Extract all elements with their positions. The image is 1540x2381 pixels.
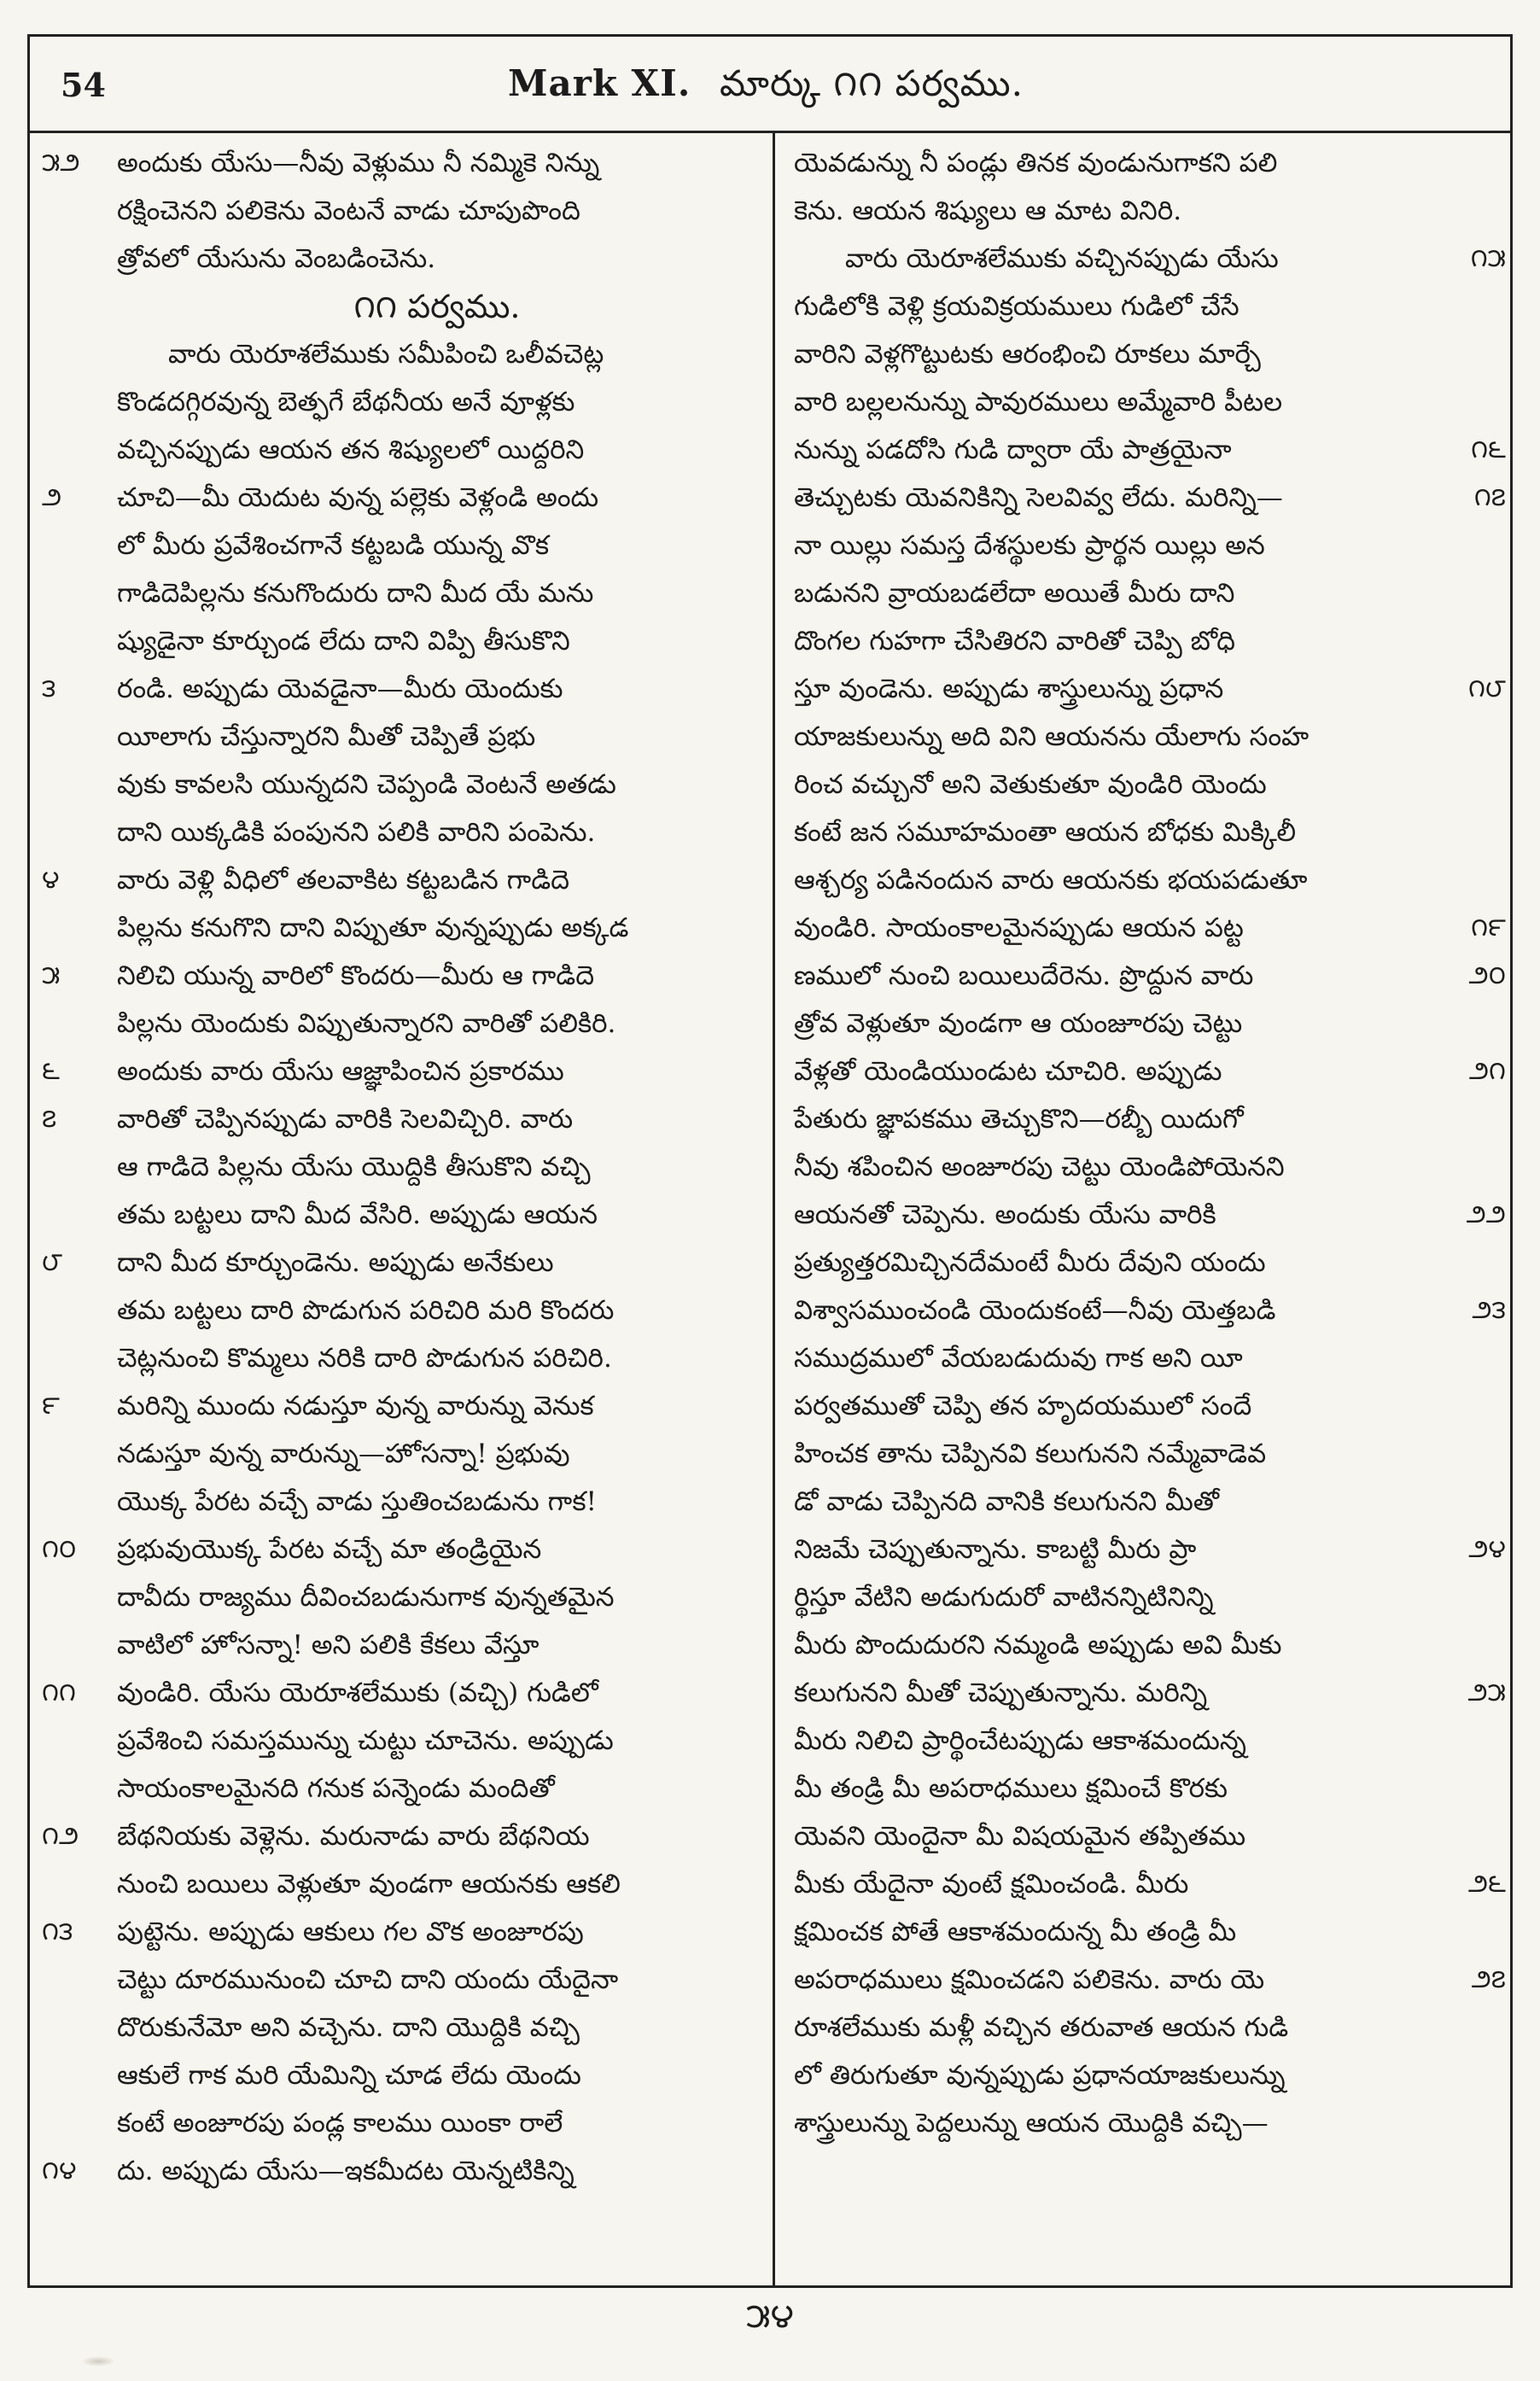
- scripture-text: అపరాధములు క్షమించడని పలికెను. వారు యె: [794, 1964, 1265, 1995]
- scripture-text: హించక తాను చెప్పినవి కలుగునని నమ్మేవాడెవ: [794, 1439, 1267, 1469]
- page-number: 54: [61, 66, 106, 104]
- scripture-text: నా యిల్లు సమస్త దేశస్థులకు ప్రార్థన యిల్లు అన: [794, 530, 1265, 561]
- right-column-line: [784, 569, 1509, 617]
- right-column-line: [784, 1191, 1509, 1239]
- left-column-line: [38, 2099, 764, 2147]
- left-column-line: [38, 713, 764, 761]
- right-column-line: [784, 1239, 1509, 1287]
- running-title: [508, 62, 1024, 114]
- verse-number: ౧౦: [42, 1534, 77, 1564]
- scripture-text: వేళ్లతో యెండియుండుట చూచిరి. అప్పుడు: [794, 1056, 1222, 1087]
- scripture-text: చెట్టు దూరమునుంచి చూచి దాని యందు యేదైనా: [117, 1964, 619, 1995]
- right-column-line: [784, 1095, 1509, 1143]
- scripture-text: రండి. అప్పుడు యెవడైనా—మీరు యెందుకు: [117, 674, 563, 704]
- scripture-text: అందుకు వారు యేసు ఆజ్ఞాపించిన ప్రకారము: [117, 1056, 564, 1087]
- left-column-line: [38, 330, 764, 378]
- verse-number: ౫: [42, 960, 61, 990]
- left-column-line: [38, 952, 764, 1000]
- scripture-text: ర్థిస్తూ వేటిని అడుగుదురో వాటినన్నిటినిన్ని: [794, 1582, 1214, 1613]
- right-column-line: [784, 761, 1509, 808]
- right-column-line: [784, 1956, 1509, 2004]
- scripture-text: వుకు కావలసి యున్నదని చెప్పండి వెంటనే అతడు: [117, 769, 616, 800]
- scripture-text: నున్ను పడదోసి గుడి ద్వారా యే పాత్రయైనా: [794, 435, 1232, 465]
- verse-number: ౨౨: [1466, 1199, 1506, 1229]
- right-column-line: [784, 1334, 1509, 1382]
- verse-number: ౧౪: [42, 2156, 77, 2186]
- verse-number: ౨౭: [1471, 1964, 1506, 1994]
- right-column-line: [784, 1048, 1509, 1095]
- right-column-line: [784, 1573, 1509, 1621]
- running-title-english: Mark XI.: [508, 62, 691, 104]
- text-columns: [30, 131, 1510, 2285]
- scripture-text: వారి బల్లలనున్ను పావురములు అమ్మేవారి పీటల: [794, 387, 1283, 417]
- left-column-line: [38, 1239, 764, 1287]
- scripture-text: దు. అప్పుడు యేసు—ఇకమీదట యెన్నటికిన్ని: [117, 2156, 575, 2186]
- scripture-text: యొక్క పేరట వచ్చే వాడు స్తుతించబడును గాక!: [117, 1486, 597, 1517]
- scripture-text: దొంగల గుహగా చేసితిరని వారితో చెప్పి బోధి: [794, 626, 1235, 657]
- left-column: [38, 139, 764, 2277]
- verse-number: ౧౬: [1471, 435, 1506, 464]
- scripture-text: సాయంకాలమైనది గనుక పన్నెండు మందితో: [117, 1773, 555, 1804]
- scripture-text: లో తిరుగుతూ వున్నప్పుడు ప్రధానయాజకులున్ను: [794, 2060, 1286, 2091]
- left-column-line: [38, 761, 764, 808]
- scripture-text: దాని మీద కూర్చుండెను. అప్పుడు అనేకులు: [117, 1247, 554, 1278]
- scripture-text: డో వాడు చెప్పినది వానికి కలుగునని మీతో: [794, 1486, 1220, 1517]
- right-column-line: [784, 1765, 1509, 1812]
- scripture-text: సముద్రములో వేయబడుదువు గాక అని యీ: [794, 1343, 1243, 1374]
- column-divider: [773, 131, 775, 2285]
- right-column-line: [784, 1717, 1509, 1765]
- right-column-line: [784, 1000, 1509, 1048]
- left-column-line: [38, 1048, 764, 1095]
- verse-number: ౧౨: [42, 1821, 79, 1851]
- right-column-line: [784, 1143, 1509, 1191]
- left-column-line: [38, 904, 764, 952]
- running-title-telugu: మార్కు ౧౧ పర్వము.: [720, 62, 1024, 104]
- right-column-line: [784, 1669, 1509, 1717]
- left-column-line: [38, 1526, 764, 1573]
- right-column-line: [784, 617, 1509, 665]
- verse-number: ౨౬: [1467, 1869, 1506, 1899]
- scripture-text: వారు యెరూశలేముకు సమీపించి ఒలీవచెట్ల: [168, 339, 604, 370]
- left-column-line: [38, 1000, 764, 1048]
- scripture-text: వుండిరి. సాయంకాలమైనప్పుడు ఆయన పట్ట: [794, 913, 1244, 943]
- scripture-text: మరిన్ని ముందు నడుస్తూ వున్న వారున్ను వెనుక: [117, 1391, 594, 1421]
- left-column-line: [38, 1956, 764, 2004]
- left-column-line: [38, 808, 764, 856]
- scripture-text: పిల్లను కనుగొని దాని విప్పుతూ వున్నప్పుడు అక్కడ: [117, 913, 629, 943]
- right-column-line: [784, 1812, 1509, 1860]
- right-column-line: [784, 1478, 1509, 1526]
- right-column-line: [784, 1430, 1509, 1478]
- left-column-line: [38, 187, 764, 235]
- scripture-text: యీలాగు చేస్తున్నారని మీతో చెప్పితే ప్రభు: [117, 721, 536, 752]
- scripture-text: ష్యుడైనా కూర్చుండ లేదు దాని విప్పి తీసుకొని: [117, 626, 570, 657]
- scripture-text: యెవని యెందైనా మీ విషయమైన తప్పితము: [794, 1821, 1246, 1852]
- left-column-line: [38, 522, 764, 569]
- right-column-line: [784, 808, 1509, 856]
- right-column-line: [784, 1287, 1509, 1334]
- left-column-line: [38, 1143, 764, 1191]
- verse-number: ౧౧: [42, 1678, 76, 1707]
- signature-mark: ౫౪: [746, 2296, 794, 2336]
- right-column-line: [784, 2099, 1509, 2147]
- scripture-text: ప్రభువుయొక్క పేరట వచ్చే మా తండ్రియైన: [117, 1534, 542, 1565]
- right-column-line: [784, 426, 1509, 474]
- scripture-text: రూశలేముకు మళ్లీ వచ్చిన తరువాత ఆయన గుడి: [794, 2012, 1289, 2043]
- scripture-text: రించ వచ్చునో అని వెతుకుతూ వుండిరి యెందు: [794, 769, 1267, 800]
- left-column-line: [38, 2004, 764, 2051]
- verse-number: ౮: [42, 1247, 63, 1277]
- scripture-text: మీరు పొందుదురని నమ్మండి అప్పుడు అవి మీకు: [794, 1630, 1282, 1660]
- left-column-line: [38, 1621, 764, 1669]
- right-column-line: [784, 856, 1509, 904]
- scripture-text: నుంచి బయిలు వెళ్లుతూ వుండగా ఆయనకు ఆకలి: [117, 1869, 621, 1900]
- scripture-text: గుడిలోకి వెళ్లి క్రయవిక్రయములు గుడిలో చేసే: [794, 291, 1240, 322]
- right-column-line: [784, 2004, 1509, 2051]
- left-column-line: [38, 1191, 764, 1239]
- scripture-text: ఆశ్చర్య పడినందున వారు ఆయనకు భయపడుతూ: [794, 865, 1308, 896]
- left-column-line: [38, 1717, 764, 1765]
- right-column-line: [784, 904, 1509, 952]
- right-column-line: [784, 713, 1509, 761]
- scripture-text: పర్వతముతో చెప్పి తన హృదయములో సందే: [794, 1391, 1252, 1421]
- right-column-line: [784, 1382, 1509, 1430]
- left-column-line: [38, 1430, 764, 1478]
- left-column-line: [38, 569, 764, 617]
- left-column-line: [38, 1573, 764, 1621]
- scripture-text: విశ్వాసముంచండి యెందుకంటే—నీవు యెత్తబడి: [794, 1295, 1276, 1326]
- right-column-line: [784, 378, 1509, 426]
- verse-number: ౨౪: [1468, 1534, 1506, 1564]
- scripture-text: కలుగునని మీతో చెప్పుతున్నాను. మరిన్ని: [794, 1678, 1208, 1708]
- right-column-line: [784, 1860, 1509, 1908]
- scripture-text: పిల్లను యెందుకు విప్పుతున్నారని వారితో పలికిరి.: [117, 1008, 616, 1039]
- scripture-text: తమ బట్టలు దాని మీద వేసిరి. అప్పుడు ఆయన: [117, 1199, 598, 1230]
- scripture-text: తెచ్చుటకు యెవనికిన్ని సెలవివ్వ లేదు. మరిన్ని—: [794, 482, 1283, 513]
- left-column-line: [38, 378, 764, 426]
- scripture-text: వారితో చెప్పినప్పుడు వారికి సెలవిచ్చిరి. వారు: [117, 1104, 574, 1135]
- scripture-text: ణములో నుంచి బయిలుదేరెను. ప్రొద్దున వారు: [794, 960, 1254, 991]
- left-column-line: [38, 1287, 764, 1334]
- left-column-line: [38, 1812, 764, 1860]
- verse-number: ౫౨: [42, 148, 80, 178]
- scripture-text: వారిని వెళ్లగొట్టుటకు ఆరంభించి రూకలు మార్చే: [794, 339, 1261, 370]
- scripture-text: ప్రత్యుత్తరమిచ్చినదేమంటే మీరు దేవుని యందు: [794, 1247, 1266, 1278]
- scripture-text: దావీదు రాజ్యము దీవించబడునుగాక వున్నతమైన: [117, 1582, 615, 1613]
- left-column-line: [38, 2147, 764, 2195]
- left-column-line: [38, 139, 764, 187]
- verse-number: ౨౩: [1472, 1295, 1506, 1325]
- scripture-text: పేతురు జ్ఞాపకము తెచ్చుకొని—రబ్బీ యిదుగో: [794, 1104, 1244, 1135]
- scripture-text: త్రోవ వెళ్లుతూ వుండగా ఆ యంజూరపు చెట్టు: [794, 1008, 1243, 1039]
- verse-number: ౧౫: [1470, 243, 1506, 273]
- verse-number: ౩: [42, 674, 56, 703]
- scripture-text: బేథనియకు వెళ్లెను. మరునాడు వారు బేథనియ: [117, 1821, 590, 1852]
- paper-smudge: [81, 2356, 115, 2366]
- left-column-line: [38, 283, 764, 330]
- verse-number: ౧౮: [1467, 674, 1506, 703]
- left-column-line: [38, 1478, 764, 1526]
- scripture-text: స్తూ వుండెను. అప్పుడు శాస్త్రులున్ను ప్రధాన: [794, 674, 1224, 704]
- right-column-line: [784, 1621, 1509, 1669]
- scripture-text: తమ బట్టలు దారి పొడుగున పరిచిరి మరి కొందరు: [117, 1295, 615, 1326]
- verse-number: ౨౦: [1468, 960, 1506, 990]
- left-column-line: [38, 1765, 764, 1812]
- right-column-line: [784, 2051, 1509, 2099]
- right-column-line: [784, 1908, 1509, 1956]
- scripture-text: ఆయనతో చెప్పెను. అందుకు యేసు వారికి: [794, 1199, 1216, 1230]
- right-column-line: [784, 187, 1509, 235]
- scripture-text: ఆ గాడిదె పిల్లను యేసు యొద్దికి తీసుకొని వచ్చి: [117, 1152, 591, 1182]
- scripture-text: వచ్చినప్పుడు ఆయన తన శిష్యులలో యిద్దరిని: [117, 435, 585, 465]
- left-column-line: [38, 856, 764, 904]
- scripture-text: వారు వెళ్లి వీధిలో తలవాకిట కట్టబడిన గాడిదె: [117, 865, 570, 896]
- scripture-text: కొండదగ్గిరవున్న బెత్ఫగే బేథనీయ అనే వూళ్లకు: [117, 387, 575, 417]
- verse-number: ౧౯: [1471, 913, 1506, 942]
- scripture-text: వాటిలో హోసన్నా! అని పలికి కేకలు వేస్తూ: [117, 1630, 540, 1660]
- left-column-line: [38, 474, 764, 522]
- left-column-line: [38, 1382, 764, 1430]
- scripture-text: అందుకు యేసు—నీవు వెళ్లుము నీ నమ్మికె నిన్ను: [117, 148, 600, 178]
- left-column-line: [38, 1095, 764, 1143]
- right-column-line: [784, 474, 1509, 522]
- right-column-line: [784, 235, 1509, 283]
- scripture-text: నిజమే చెప్పుతున్నాను. కాబట్టి మీరు ప్రా: [794, 1534, 1197, 1565]
- verse-number: ౨౫: [1467, 1678, 1506, 1707]
- scripture-text: దాని యిక్కడికి పంపునని పలికి వారిని పంపెను.: [117, 817, 596, 848]
- right-column-line: [784, 952, 1509, 1000]
- chapter-heading: ౧౧ పర్వము.: [353, 288, 521, 325]
- scripture-text: ప్రవేశించి సమస్తమున్ను చుట్టు చూచెను. అప్పుడు: [117, 1725, 614, 1756]
- scripture-text: గాడిదెపిల్లను కనుగొందురు దాని మీద యే మను: [117, 578, 594, 609]
- left-column-line: [38, 1334, 764, 1382]
- scripture-text: బడునని వ్రాయబడలేదా అయితే మీరు దాని: [794, 578, 1235, 609]
- verse-number: ౬: [42, 1056, 60, 1086]
- left-column-line: [38, 665, 764, 713]
- verse-number: ౯: [42, 1391, 60, 1421]
- running-head: [30, 37, 1510, 133]
- verse-number: ౨: [42, 482, 62, 512]
- verse-number: ౨౧: [1468, 1056, 1506, 1086]
- verse-number: ౧౭: [1473, 482, 1506, 512]
- scripture-text: చూచి—మీ యెదుట వున్న పల్లెకు వెళ్లండి అందు: [117, 482, 599, 513]
- verse-number: ౪: [42, 865, 60, 895]
- scripture-text: కెను. ఆయన శిష్యులు ఆ మాట వినిరి.: [794, 195, 1182, 226]
- scripture-text: నీవు శపించిన అంజూరపు చెట్టు యెండిపోయెనని: [794, 1152, 1285, 1182]
- right-column-line: [784, 330, 1509, 378]
- left-column-line: [38, 426, 764, 474]
- scripture-text: దొరుకునేమో అని వచ్చెను. దాని యొద్దికి వచ్చి: [117, 2012, 580, 2043]
- left-column-line: [38, 1908, 764, 1956]
- scripture-text: వుండిరి. యేసు యెరూశలేముకు (వచ్చి) గుడిలో: [117, 1678, 598, 1708]
- scripture-text: నిలిచి యున్న వారిలో కొందరు—మీరు ఆ గాడిదె: [117, 960, 595, 991]
- right-column-line: [784, 283, 1509, 330]
- left-column-line: [38, 1669, 764, 1717]
- scripture-text: యాజకులున్ను అది విని ఆయనను యేలాగు సంహ: [794, 721, 1310, 752]
- right-column-line: [784, 1526, 1509, 1573]
- page-frame: [27, 34, 1513, 2288]
- scripture-text: క్షమించక పోతే ఆకాశమందున్న మీ తండ్రి మీ: [794, 1917, 1237, 1947]
- scripture-text: మీరు నిలిచి ప్రార్థించేటప్పుడు ఆకాశమందున్న: [794, 1725, 1246, 1756]
- scripture-text: కంటే జన సమూహమంతా ఆయన బోధకు మిక్కిలీ: [794, 817, 1297, 848]
- scripture-text: పుట్టెను. అప్పుడు ఆకులు గల వొక అంజూరపు: [117, 1917, 584, 1947]
- scripture-text: కంటే అంజూరపు పండ్ల కాలము యింకా రాలే: [117, 2108, 563, 2139]
- scripture-text: నడుస్తూ వున్న వారున్ను—హోసన్నా! ప్రభువు: [117, 1439, 570, 1469]
- scripture-text: రక్షించెనని పలికెను వెంటనే వాడు చూపుపొంది: [117, 195, 580, 226]
- scripture-text: మీకు యేదైనా వుంటే క్షమించండి. మీరు: [794, 1869, 1189, 1900]
- scripture-text: వారు యెరూశలేముకు వచ్చినప్పుడు యేసు: [845, 243, 1279, 274]
- right-column: [784, 139, 1509, 2277]
- right-column-line: [784, 665, 1509, 713]
- left-column-line: [38, 2051, 764, 2099]
- scripture-text: శాస్త్రులున్ను పెద్దలున్ను ఆయన యొద్దికి వచ్చి—: [794, 2108, 1269, 2139]
- right-column-line: [784, 522, 1509, 569]
- scripture-text: చెట్లనుంచి కొమ్మలు నరికి దారి పొడుగున పరిచిరి.: [117, 1343, 612, 1374]
- scripture-text: మీ తండ్రి మీ అపరాధములు క్షమించే కొరకు: [794, 1773, 1228, 1804]
- left-column-line: [38, 617, 764, 665]
- verse-number: ౧౩: [42, 1917, 73, 1946]
- left-column-line: [38, 235, 764, 283]
- scripture-text: ఆకులే గాక మరి యేమిన్ని చూడ లేదు యెందు: [117, 2060, 581, 2091]
- right-column-line: [784, 139, 1509, 187]
- verse-number: ౭: [42, 1104, 57, 1134]
- scripture-text: త్రోవలో యేసును వెంబడించెను.: [117, 243, 436, 274]
- scripture-text: యెవడున్ను నీ పండ్లు తినక వుండునుగాకని పలి: [794, 148, 1278, 178]
- scripture-text: లో మీరు ప్రవేశించగానే కట్టబడి యున్న వొక: [117, 530, 550, 561]
- left-column-line: [38, 1860, 764, 1908]
